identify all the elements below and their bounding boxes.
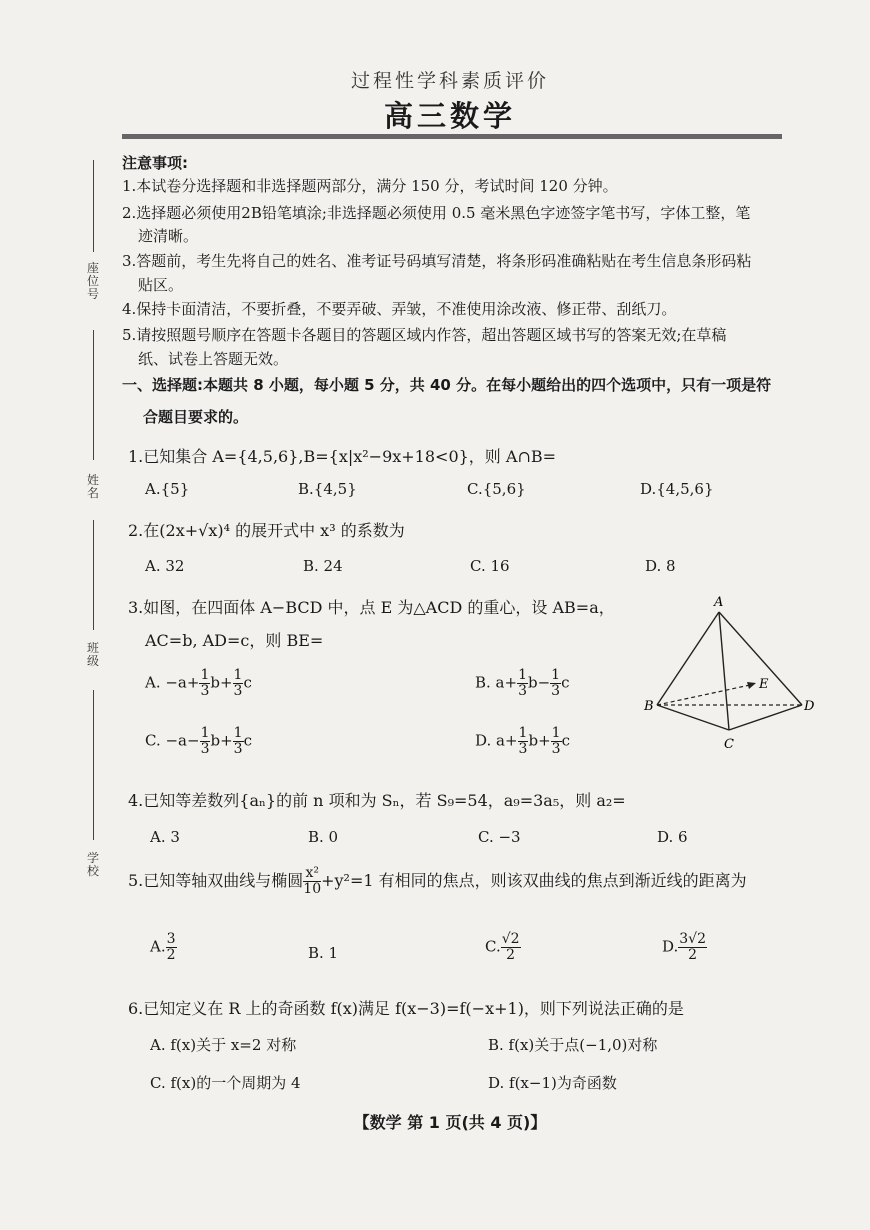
question-3-stem-cont: AC=b, AD=c，则 BE= [145,631,324,650]
point-e-label: E [759,677,769,692]
school-label: 学校 [86,851,99,878]
q4-option-c: C. −3 [478,828,521,846]
q6-option-b: B. f(x)关于点(−1,0)对称 [488,1036,658,1054]
seat-label: 座位号 [86,261,99,301]
q3-option-d: D. a+ $\frac{1}{3}$ b+ $\frac{1}{3}$ c [475,725,570,757]
name-label: 姓名 [86,473,99,500]
q6-option-a: A. f(x)关于 x=2 对称 [150,1036,297,1054]
notice-item: 2.选择题必须使用2B铅笔填涂;非选择题必须使用 0.5 毫米黑色字迹签字笔书写，字体工整，笔 [122,204,751,222]
edge-ac [719,612,729,730]
q6-option-c: C. f(x)的一个周期为 4 [150,1074,301,1092]
q2-option-c: C. 16 [470,557,510,575]
class-line [93,520,94,630]
edge-ab [657,612,719,705]
q3-option-a: A. −a+ $\frac{1}{3}$ b+ $\frac{1}{3}$ c [145,667,252,699]
name-line [93,330,94,460]
q4-option-d: D. 6 [657,828,688,846]
q4-option-b: B. 0 [308,828,339,846]
section-heading: 一、选择题:本题共 8 小题，每小题 5 分，共 40 分。在每小题给出的四个选项中，只有一项是符 [122,376,772,394]
notice-item: 迹清晰。 [138,227,199,245]
notice-item: 5.请按照题号顺序在答题卡各题目的答题区域内作答，超出答题区域书写的答案无效;在草稿 [122,326,727,344]
vertex-c-label: C [724,737,734,752]
notice-heading: 注意事项: [122,154,188,172]
page-footer: 【数学 第 1 页(共 4 页)】 [353,1113,547,1132]
q2-option-a: A. 32 [145,557,185,575]
edge-cd [729,705,802,730]
q3-option-b: B. a+ $\frac{1}{3}$ b− $\frac{1}{3}$ c [475,667,570,699]
tetrahedron-figure [640,590,820,760]
notice-item: 4.保持卡面清洁，不要折叠，不要弄破、弄皱，不准使用涂改液、修正带、刮纸刀。 [122,300,677,318]
q1-option-d: D.{4,5,6} [640,480,714,498]
q1-option-c: C.{5,6} [467,480,526,498]
q1-option-b: B.{4,5} [298,480,357,498]
question-6-stem: 6.已知定义在 R 上的奇函数 f(x)满足 f(x−3)=f(−x+1)，则下列说法正确的是 [128,999,684,1018]
q5-option-c: C. $\frac{√2}{2}$ [485,931,520,963]
q5-option-b: B. 1 [308,944,339,962]
q2-option-d: D. 8 [645,557,676,575]
q4-option-a: A. 3 [150,828,180,846]
header-rule [122,134,782,139]
notice-item: 纸、试卷上答题无效。 [138,350,289,368]
q2-option-b: B. 24 [303,557,343,575]
vertex-d-label: D [804,699,815,714]
seat-line [93,160,94,252]
q3-option-c: C. −a− $\frac{1}{3}$ b+ $\frac{1}{3}$ c [145,725,252,757]
notice-item: 1.本试卷分选择题和非选择题两部分，满分 150 分，考试时间 120 分钟。 [122,177,618,195]
edge-bc [657,705,729,730]
question-4-stem: 4.已知等差数列{aₙ}的前 n 项和为 Sₙ，若 S₉=54，a₉=3a₅，则 a₂= [128,791,626,810]
q6-option-d: D. f(x−1)为奇函数 [488,1074,617,1092]
vertex-a-label: A [714,595,724,610]
question-3-stem: 3.如图，在四面体 A−BCD 中，点 E 为△ACD 的重心，设 AB=a， [128,598,615,617]
vector-be-arrowhead [747,682,756,689]
notice-item: 贴区。 [138,276,184,294]
exam-subtitle: 过程性学科素质评价 [350,70,549,92]
school-line [93,690,94,840]
q1-option-a: A.{5} [145,480,190,498]
notice-item: 3.答题前，考生先将自己的姓名、准考证号码填写清楚，将条形码准确粘贴在考生信息条形码粘 [122,252,752,270]
q5-option-d: D. $\frac{3√2}{2}$ [662,931,707,963]
vertex-b-label: B [644,699,654,714]
question-1-stem: 1.已知集合 A={4,5,6},B={x|x²−9x+18<0}，则 A∩B= [128,447,557,466]
question-2-stem: 2.在(2x+√x)⁴ 的展开式中 x³ 的系数为 [128,521,405,540]
class-label: 班级 [86,641,99,668]
vector-be [657,685,750,705]
exam-title: 高三数学 [383,99,516,133]
q5-option-a: A. $\frac{3}{2}$ [150,931,176,963]
section-heading-cont: 合题目要求的。 [143,408,249,426]
question-5-stem: 5.已知等轴双曲线与椭圆 $\frac{\text{x²}}{10}$ +y²=1 有相同的焦点，则该双曲线的焦点到渐近线的距离为 [128,865,747,897]
